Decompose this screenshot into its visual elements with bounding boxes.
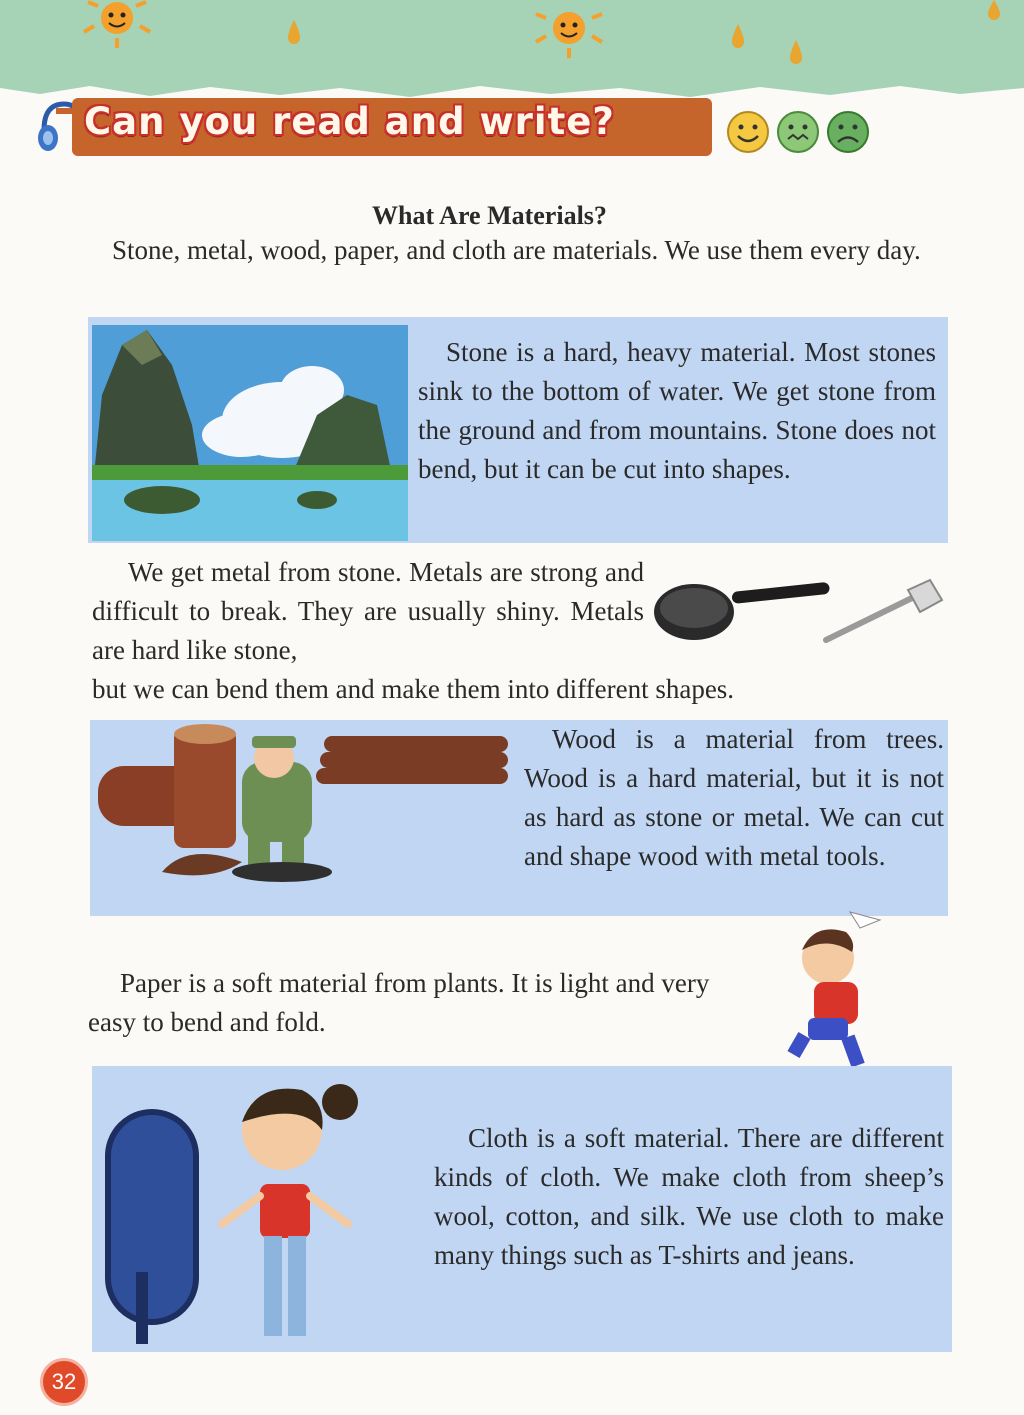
- paper-paragraph: Paper is a soft material from plants. It is light and very easy to bend and fold.: [88, 968, 710, 1037]
- cloth-paragraph: Cloth is a soft material. There are different kinds of cloth. We make cloth from sheep’s wool, cotton, and silk. We use cloth to make many things such as T-shirts and jeans.: [434, 1123, 944, 1270]
- sun-icon: [530, 6, 608, 62]
- happy-face-icon: [726, 110, 770, 154]
- metal-paragraph: We get metal from stone. Metals are strong and difficult to break. They are usually shiny. Metals are hard like stone,: [92, 557, 644, 665]
- article-title: What Are Materials?: [372, 201, 607, 230]
- raindrop-icon: [286, 18, 302, 46]
- page-number: 32: [40, 1358, 88, 1406]
- intro-paragraph: Stone, metal, wood, paper, and cloth are materials. We use them every day.: [112, 235, 921, 265]
- neutral-face-icon: [776, 110, 820, 154]
- sad-face-icon: [826, 110, 870, 154]
- sun-icon: [78, 0, 156, 52]
- frying-pan-image: [652, 578, 832, 642]
- stone-paragraph: Stone is a hard, heavy material. Most stones sink to the bottom of water. We get stone from the ground and from mountains. Stone does not bend, but it can be cut into shapes.: [418, 337, 936, 484]
- wood-paragraph: Wood is a material from trees. Wood is a hard material, but it is not as hard as stone or metal. We can cut and shape wood with metal tools.: [524, 724, 944, 871]
- spatula-image: [820, 578, 944, 648]
- mountain-river-image: [92, 325, 408, 541]
- metal-paragraph-end: but we can bend them and make them into different shapes.: [92, 674, 735, 704]
- raindrop-icon: [788, 38, 804, 66]
- raindrop-icon: [986, 0, 1002, 22]
- section-header-title: Can you read and write?: [84, 100, 615, 143]
- girl-mirror-image: [96, 1072, 396, 1350]
- running-boy-image: [784, 906, 904, 1082]
- raindrop-icon: [730, 22, 746, 50]
- woodcutter-image: [92, 722, 522, 912]
